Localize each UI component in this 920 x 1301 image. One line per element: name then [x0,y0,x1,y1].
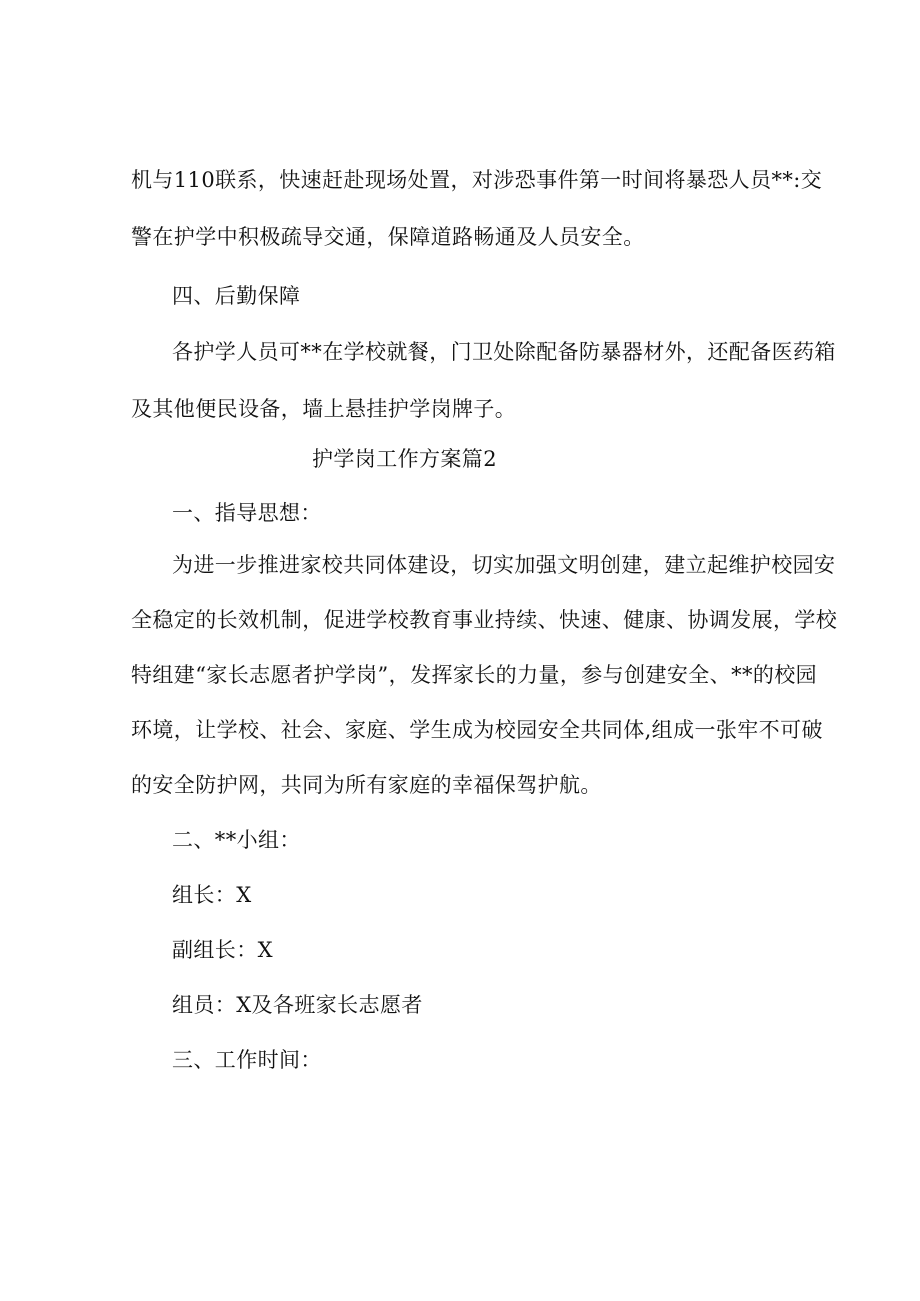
paragraph-line: 特组建“家长志愿者护学岗”，发挥家长的力量，参与创建安全、**的校园 [131,663,818,687]
paragraph-line: 全稳定的长效机制，促进学校教育事业持续、快速、健康、协调发展，学校 [131,608,838,632]
paragraph-line: 及其他便民设备，墙上悬挂护学岗牌子。 [131,397,517,421]
group-leader-line: 组长：X [172,883,252,907]
section-heading-guiding-ideology: 一、指导思想： [172,501,322,525]
paragraph-line: 为进一步推进家校共同体建设，切实加强文明创建，建立起维护校园安 [172,553,836,577]
section-heading-group: 二、**小组： [172,828,301,852]
section-heading-logistics: 四、后勤保障 [172,284,301,308]
paragraph-line: 各护学人员可**在学校就餐，门卫处除配备防暴器材外，还配备医药箱 [172,340,836,364]
paragraph-line: 警在护学中积极疏导交通，保障道路畅通及人员安全。 [131,225,645,249]
paragraph-line: 机与110联系，快速赶赴现场处置，对涉恐事件第一时间将暴恐人员**:交 [131,168,823,192]
section-heading-work-time: 三、工作时间： [172,1048,322,1072]
paragraph-line: 环境，让学校、社会、家庭、学生成为校园安全共同体,组成一张牢不可破 [131,718,823,742]
paragraph-line: 的安全防护网，共同为所有家庭的幸福保驾护航。 [131,773,602,797]
deputy-leader-line: 副组长：X [172,938,273,962]
document-title: 护学岗工作方案篇2 [312,447,497,471]
group-members-line: 组员：X及各班家长志愿者 [172,993,423,1017]
